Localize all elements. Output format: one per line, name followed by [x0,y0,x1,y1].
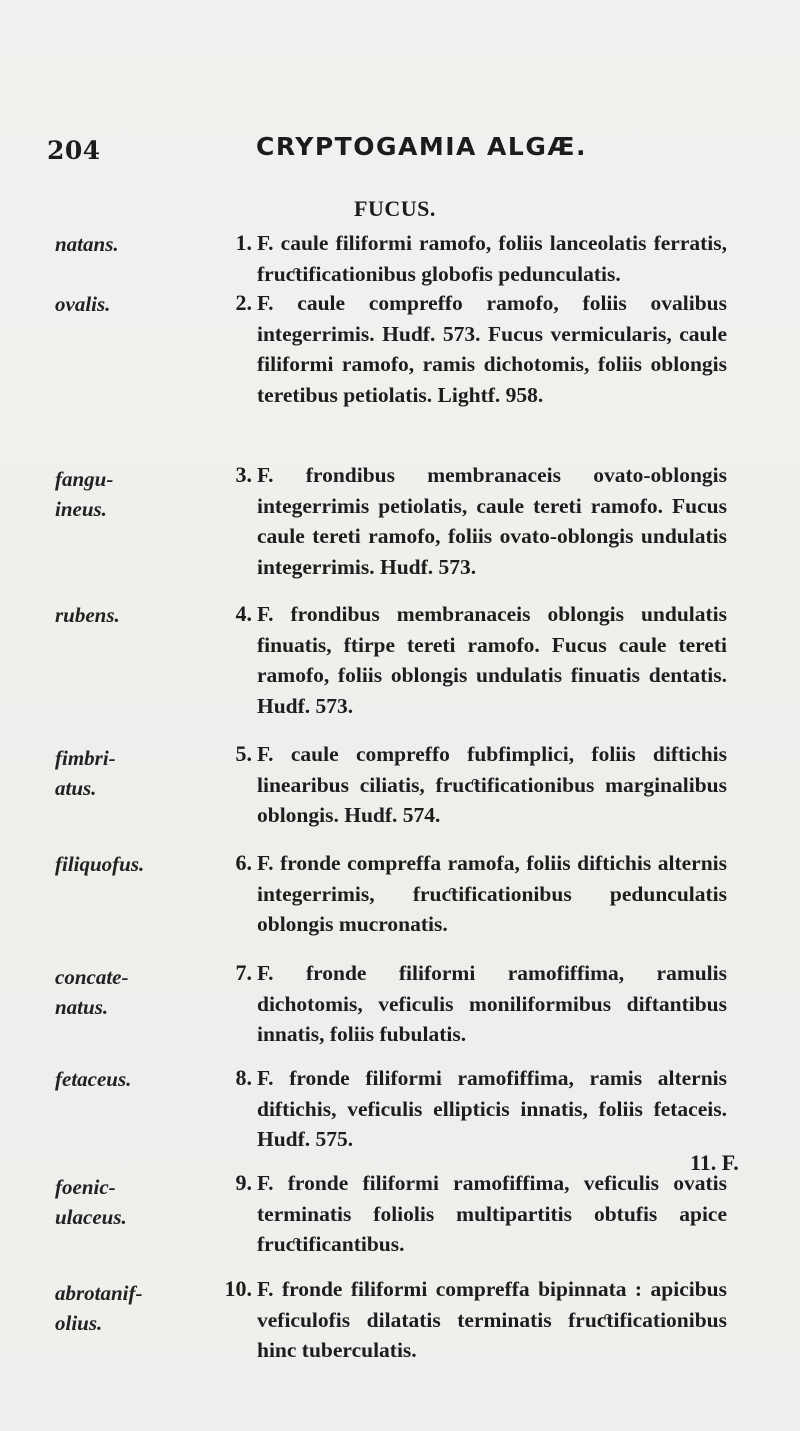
species-entry [0,958,800,1050]
species-epithet: abrotanif- olius. [55,1281,143,1335]
species-entry [0,228,800,289]
section-title: FUCUS. [354,196,436,221]
species-entry [0,460,800,582]
entry-description: F. fronde filiformi ramofiffima, ramulis dichotomis, veficulis moniliformibus diftantibus innatis, foliis fubulatis. [257,961,727,1046]
entry-description: F. fronde filiformi ramofiffima, veficulis ovatis terminatis foliolis multipartitis obtufis apice fruƈtificantibus. [257,1171,727,1256]
species-epithet: rubens. [55,603,120,627]
entry-description: F. caule filiformi ramofo, foliis lanceolatis ferratis, fruƈtificationibus globofis pedunculatis. [257,231,727,286]
entry-number: 10. [224,1276,252,1301]
species-epithet: foenic- ulaceus. [55,1175,127,1229]
entry-description: F. caule compreffo ramofo, foliis ovalibus integerrimis. Hudf. 573. Fucus vermicularis, caule filiformi ramofo, ramis dichotomis, foliis oblongis teretibus petiolatis. Lightf. 958. [257,291,727,407]
species-epithet: ovalis. [55,292,111,316]
page-header [0,132,800,172]
species-entry [0,848,800,940]
catchword: 11. F. [690,1150,739,1175]
species-entry [0,1168,800,1260]
entry-number: 7. [235,960,252,985]
entry-description: F. fronde filiformi compreffa bipinnata : apicibus veficulofis dilatatis terminatis fruƈtificationibus hinc tuberculatis. [257,1277,727,1362]
entry-number: 8. [235,1065,252,1090]
species-entry [0,1274,800,1366]
entry-description: F. frondibus membranaceis ovato-oblongis integerrimis petiolatis, caule tereti ramofo. Fucus caule tereti ramofo, foliis ovato-oblongis undulatis integerrimis. Hudf. 573. [257,463,727,579]
species-epithet: fimbri- atus. [55,746,116,800]
entry-number: 1. [235,230,252,255]
running-head: CRYPTOGAMIA ALGÆ. [256,132,587,161]
entry-description: F. fronde compreffa ramofa, foliis diftichis alternis integerrimis, fruƈtificationibus pedunculatis oblongis mucronatis. [257,851,727,936]
entry-description: F. frondibus membranaceis oblongis undulatis finuatis, ftirpe tereti ramofo. Fucus caule tereti ramofo, foliis oblongis undulatis finuatis dentatis. Hudf. 573. [257,602,727,718]
species-epithet: fetaceus. [55,1067,132,1091]
species-epithet: natans. [55,232,119,256]
entry-number: 3. [235,462,252,487]
species-entry [0,599,800,721]
entry-number: 9. [235,1170,252,1195]
entry-number: 6. [235,850,252,875]
entry-number: 5. [235,741,252,766]
species-epithet: fangu- ineus. [55,467,114,521]
page-number: 204 [47,136,101,165]
entry-number: 2. [235,290,252,315]
entry-description: F. caule compreffo fubfimplici, foliis diftichis linearibus ciliatis, fruƈtificationibus marginalibus oblongis. Hudf. 574. [257,742,727,827]
species-epithet: filiquofus. [55,852,145,876]
entry-description: F. fronde filiformi ramofiffima, ramis alternis diftichis, veficulis ellipticis innatis, foliis fetaceis. Hudf. 575. [257,1066,727,1151]
species-entry [0,288,800,410]
species-entry [0,1063,800,1155]
species-entry [0,739,800,831]
entry-number: 4. [235,601,252,626]
species-epithet: concate- natus. [55,965,129,1019]
